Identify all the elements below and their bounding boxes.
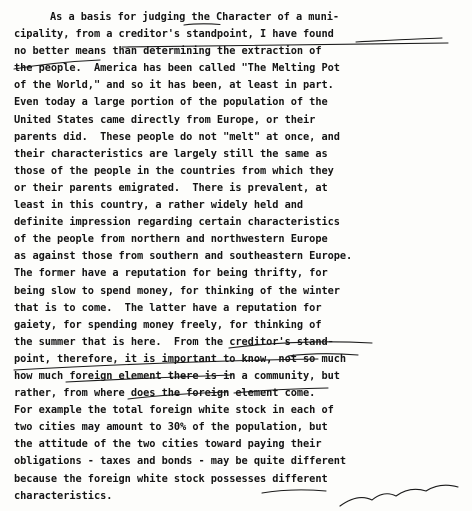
text-line: their characteristics are largely still the same as: [14, 147, 328, 160]
text-line: of the people from northern and northwestern Europe: [14, 233, 328, 246]
text-line: United States came directly from Europe, or their: [14, 113, 316, 126]
text-line: The former have a reputation for being thrifty, for: [14, 267, 328, 280]
text-line: rather, from where does the foreign element come.: [14, 387, 316, 400]
text-line: characteristics.: [14, 489, 113, 502]
text-line: as against those from southern and southeastern Europe.: [14, 250, 353, 263]
text-line: no better means than determining the extraction of: [14, 45, 322, 58]
text-line: As a basis for judging the Character of a muni-: [50, 11, 340, 23]
text-line: the attitude of the two cities toward paying their: [14, 438, 322, 451]
text-line: how much foreign element there is in a community, but: [14, 369, 340, 382]
text-line: cipality, from a creditor's standpoint, I have found: [14, 28, 334, 41]
text-line: or their parents emigrated. There is prevalent, at: [14, 181, 328, 194]
text-line: the summer that is here. From the creditor's stand-: [14, 335, 334, 348]
text-line: the people. America has been called "The Melting Pot: [14, 62, 340, 75]
text-line: Even today a large portion of the population of the: [14, 96, 328, 109]
text-line: of the World," and so it has been, at least in part.: [14, 79, 334, 92]
text-line: two cities may amount to 30% of the population, but: [14, 421, 328, 434]
text-line: For example the total foreign white stock in each of: [14, 404, 334, 417]
body-text: [0, 9, 472, 505]
text-line: point, therefore, it is important to know, not so much: [14, 352, 347, 365]
text-line: because the foreign white stock possesses different: [14, 472, 328, 485]
text-line: least in this country, a rather widely held and: [14, 199, 304, 212]
text-line: being slow to spend money, for thinking of the winter: [14, 284, 340, 297]
text-line: that is to come. The latter have a reputation for: [14, 301, 322, 314]
text-line: those of the people in the countries from which they: [14, 164, 334, 177]
text-line: gaiety, for spending money freely, for thinking of: [14, 318, 322, 331]
text-line: parents did. These people do not "melt" at once, and: [14, 130, 340, 143]
text-line: obligations - taxes and bonds - may be quite different: [14, 455, 347, 468]
text-line: definite impression regarding certain characteristics: [14, 216, 340, 229]
